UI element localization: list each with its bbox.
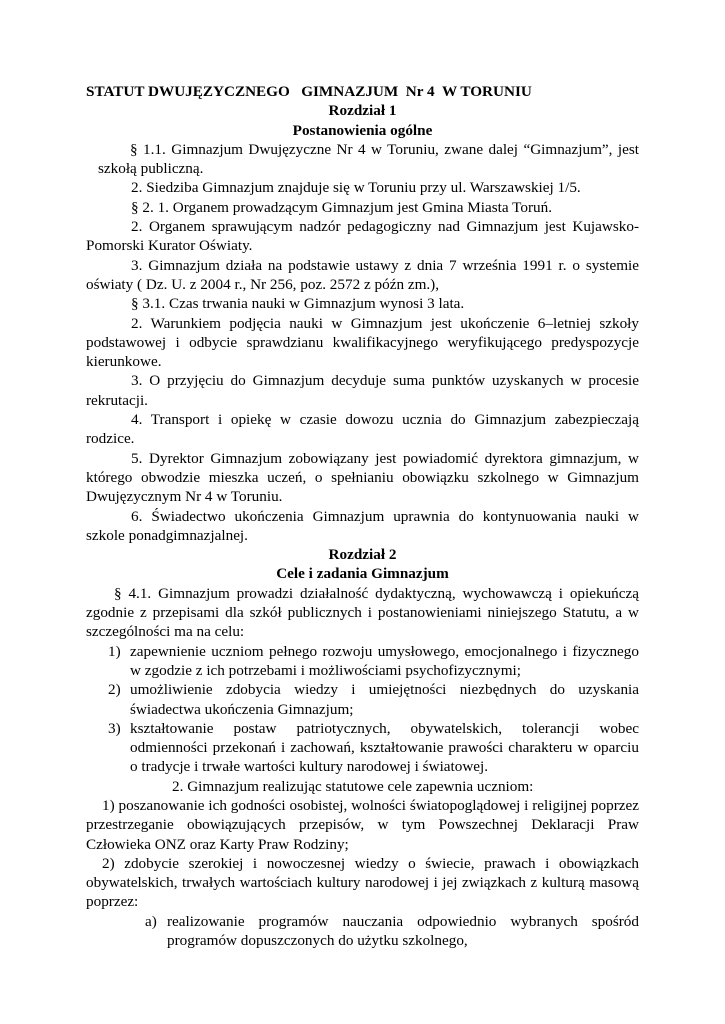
paragraph: 3. O przyjęciu do Gimnazjum decyduje suma punktów uzyskanych w procesie rekrutacji. bbox=[86, 372, 639, 409]
paragraph: 2. Organem sprawującym nadzór pedagogiczny nad Gimnazjum jest Kujawsko-Pomorski Kurator Oświaty. bbox=[86, 218, 639, 255]
list-item-text: zapewnienie uczniom pełnego rozwoju umysłowego, emocjonalnego i fizycznego w zgodzie z ich potrzebami i możliwościami psychofizycznymi; bbox=[130, 642, 639, 679]
paragraph: 2. Gimnazjum realizując statutowe cele zapewnia uczniom: bbox=[172, 777, 534, 795]
list-item bbox=[86, 719, 639, 777]
paragraph: 2) zdobycie szerokiej i nowoczesnej wiedzy o świecie, prawach i obowiązkach obywatelskich, trwałych wartościach kultury narodowej i jej związkach z kulturą masową poprzez: bbox=[86, 854, 639, 911]
document-title: STATUT DWUJĘZYCZNEGO GIMNAZJUM Nr 4 W TORUNIU bbox=[86, 83, 532, 100]
paragraph: 2. Siedziba Gimnazjum znajduje się w Toruniu przy ul. Warszawskiej 1/5. bbox=[131, 179, 581, 197]
paragraph: § 2. 1. Organem prowadzącym Gimnazjum jest Gmina Miasta Toruń. bbox=[131, 198, 552, 216]
list-item bbox=[86, 912, 639, 951]
subitems-list bbox=[86, 912, 639, 951]
paragraph: § 1.1. Gimnazjum Dwujęzyczne Nr 4 w Toruniu, zwane dalej “Gimnazjum”, jest szkołą publiczną. bbox=[98, 140, 639, 178]
list-marker: 3) bbox=[108, 719, 121, 737]
list-item bbox=[86, 680, 639, 719]
list-item-text: realizowanie programów nauczania odpowiednio wybranych spośród programów dopuszczonych do użytku szkolnego, bbox=[167, 912, 639, 950]
document-page bbox=[86, 82, 639, 950]
chapter-1-number: Rozdział 1 bbox=[328, 102, 397, 120]
list-marker: 1) bbox=[108, 642, 121, 660]
paragraph: § 3.1. Czas trwania nauki w Gimnazjum wynosi 3 lata. bbox=[131, 295, 465, 313]
paragraph: 1) poszanowanie ich godności osobistej, wolności światopoglądowej i religijnej poprzez przestrzeganie obowiązujących przepisów, w tym Powszechnej Deklaracji Praw Człowieka ONZ oraz Karty Praw Rodziny; bbox=[86, 796, 639, 853]
paragraph: 5. Dyrektor Gimnazjum zobowiązany jest powiadomić dyrektora gimnazjum, w którego obwodzie mieszka uczeń, o spełnianiu obowiązku szkolnego w Gimnazjum Dwujęzycznym Nr 4 w Toruniu. bbox=[86, 449, 639, 506]
paragraph: 2. Warunkiem podjęcia nauki w Gimnazjum jest ukończenie 6–letniej szkoły podstawowej i odbycie sprawdzianu kwalifikacyjnego weryfikującego predyspozycje kierunkowe. bbox=[86, 314, 639, 371]
list-marker: a) bbox=[145, 912, 157, 930]
paragraph: § 4.1. Gimnazjum prowadzi działalność dydaktyczną, wychowawczą i opiekuńczą zgodnie z przepisami dla szkół publicznych i postanowieniami niniejszego Statutu, a w szczególności ma na celu: bbox=[86, 584, 639, 641]
list-item bbox=[86, 642, 639, 681]
list-item-text: umożliwienie zdobycia wiedzy i umiejętności niezbędnych do uzyskania świadectwa ukończenia Gimnazjum; bbox=[130, 681, 639, 718]
paragraph: 4. Transport i opiekę w czasie dowozu ucznia do Gimnazjum zabezpieczają rodzice. bbox=[86, 411, 639, 448]
list-item-text: kształtowanie postaw patriotycznych, obywatelskich, tolerancji wobec odmienności przekonań i zachowań, kształtowanie prawości charakteru w oparciu o tradycje i trwałe wartości kultury narodowej i światowej. bbox=[130, 719, 639, 776]
chapter-1-name: Postanowienia ogólne bbox=[292, 121, 433, 139]
chapter-2-name: Cele i zadania Gimnazjum bbox=[276, 565, 449, 583]
chapter-2-number: Rozdział 2 bbox=[328, 546, 397, 564]
list-marker: 2) bbox=[108, 681, 121, 699]
paragraph: 6. Świadectwo ukończenia Gimnazjum uprawnia do kontynuowania nauki w szkole ponadgimnazjalnej. bbox=[86, 507, 639, 544]
goals-list bbox=[86, 642, 639, 777]
paragraph: 3. Gimnazjum działa na podstawie ustawy z dnia 7 września 1991 r. o systemie oświaty ( Dz. U. z 2004 r., Nr 256, poz. 2572 z późn zm.), bbox=[86, 256, 639, 293]
